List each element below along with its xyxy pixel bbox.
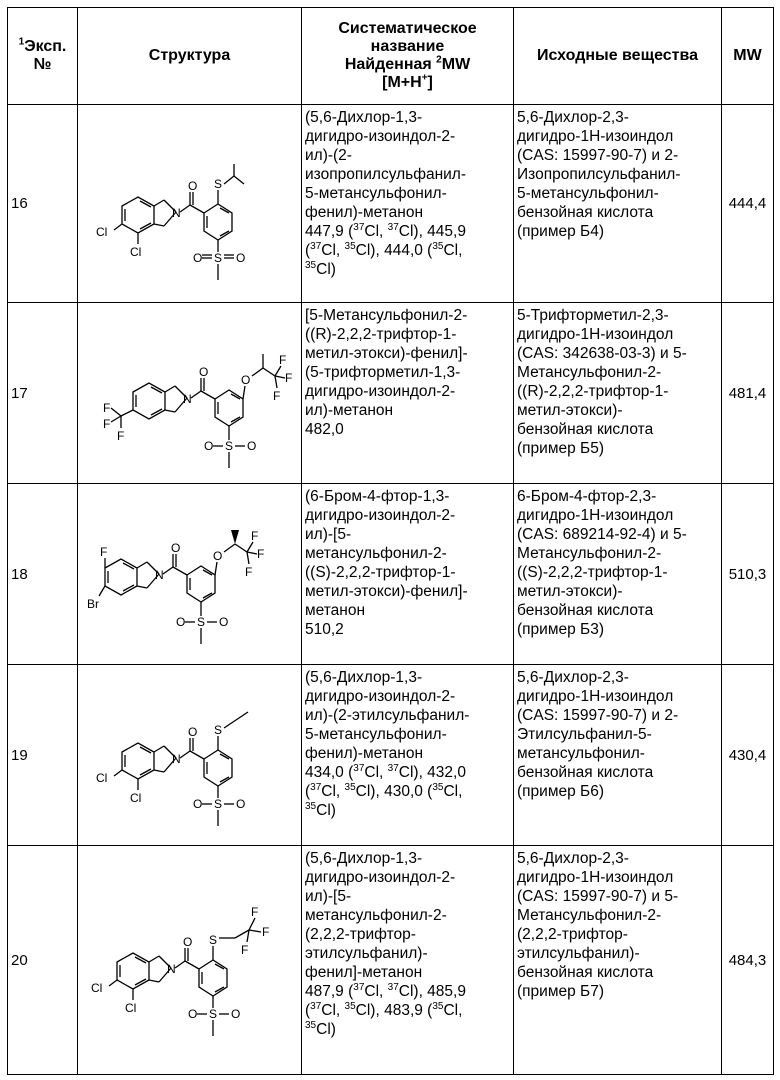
atom-label: F [261,925,269,939]
atom-label: F [102,417,110,431]
structure-cell [78,484,302,665]
atom-label: F [284,371,292,385]
structure-cell [78,665,302,846]
structure-cell [78,105,302,303]
atom-label: F [278,353,286,367]
atom-label: S [224,439,233,453]
atom-label: O [198,365,208,379]
exp-number: 19 [8,665,78,846]
exp-number: 16 [8,105,78,303]
systematic-name: (5,6-Дихлор-1,3- дигидро-изоиндол-2- ил)-(2- изопропилсульфанил- 5-метансульфонил- фенил)-метанон 447,9 ($^{37}$Cl, $^{37}$Cl), 445,9 ($^{37}$Cl, $^{35}$Cl), 444,0 ($^{35}$Cl, $^{35}$Cl) [302,105,514,303]
table-row [8,105,774,303]
atom-label: Br [86,597,99,611]
atom-label: S [208,1007,217,1021]
atom-label: O [203,439,213,453]
header-exp: $^1$Эксп. № [8,8,78,105]
structure-cell [78,846,302,1075]
atom-label: N [171,205,181,220]
source-materials: 5,6-Дихлор-2,3- дигидро-1H-изоиндол (CAS: 15997-90-7) и 5- Метансульфонил-2- (2,2,2-трифтор- этилсульфанил)- бензойная кислота (пример Б7) [514,846,722,1075]
source-materials: 5-Трифторметил-2,3- дигидро-1H-изоиндол (CAS: 342638-03-3) и 5- Метансульфонил-2- ((R)-2,2,2-трифтор-1- метил-этокси)- бензойная кислота (пример Б5) [514,303,722,484]
table-row [8,665,774,846]
atom-label: N [171,752,181,766]
atom-label: N [182,392,192,406]
mw-value: 481,4 [722,303,774,484]
header-mw: MW [722,8,774,105]
atom-label: O [187,725,197,739]
header-row [8,8,774,105]
atom-label: Cl [129,791,141,805]
compounds-table [7,7,774,1075]
structure-17-image [85,308,295,478]
atom-label: O [235,797,245,811]
source-materials: 6-Бром-4-фтор-2,3- дигидро-1H-изоиндол (CAS: 689214-92-4) и 5- Метансульфонил-2- ((S)-2,2,2-трифтор-1- метил-этокси)- бензойная кислота (пример Б3) [514,484,722,665]
mw-value: 430,4 [722,665,774,846]
atom-label: F [272,389,280,403]
atom-label: O [246,439,256,453]
table-row [8,303,774,484]
atom-label: O [240,373,250,387]
atom-label: O [192,797,202,811]
structure-19-image [90,670,290,840]
atom-label: F [244,565,252,579]
mw-value: 444,4 [722,105,774,303]
systematic-name: (5,6-Дихлор-1,3- дигидро-изоиндол-2- ил)-[5- метансульфонил-2- (2,2,2-трифтор- этилсульфанил)- фенил]-метанон 487,9 ($^{37}$Cl, $^{37}$Cl), 485,9 ($^{37}$Cl, $^{35}$Cl), 483,9 ($^{35}$Cl, $^{35}$Cl) [302,846,514,1075]
table-row [8,846,774,1075]
exp-number: 20 [8,846,78,1075]
structure-18-image [85,488,295,660]
atom-label: Cl [90,981,102,995]
structure-cell [78,303,302,484]
atom-label: N [154,568,164,582]
exp-number: 18 [8,484,78,665]
atom-label: O [192,250,202,265]
atom-label: F [99,545,107,559]
source-materials: 5,6-Дихлор-2,3- дигидро-1H-изоиндол (CAS: 15997-90-7) и 2- Изопропилсульфанил- 5-метансульфонил- бензойная кислота (пример Б4) [514,105,722,303]
systematic-name: [5-Метансульфонил-2- ((R)-2,2,2-трифтор-1- метил-этокси)-фенил]- (5-трифторметил-1,3- дигидро-изоиндол-2- ил)-метанон 482,0 [302,303,514,484]
atom-label: S [213,723,222,737]
atom-label: O [218,615,228,629]
systematic-name: (6-Бром-4-фтор-1,3- дигидро-изоиндол-2- ил)-[5- метансульфонил-2- ((S)-2,2,2-трифтор-1- метил-этокси)-фенил]- метанон 510,2 [302,484,514,665]
atom-label: O [230,1007,240,1021]
atom-label: O [170,541,180,555]
atom-label: Cl [95,224,107,239]
header-name: Систематическое название Найденная $^2$MW [M+H+] [302,8,514,105]
atom-label: O [235,250,245,265]
systematic-name: (5,6-Дихлор-1,3- дигидро-изоиндол-2- ил)-(2-этилсульфанил- 5-метансульфонил- фенил)-метанон 434,0 ($^{37}$Cl, $^{37}$Cl), 432,0 ($^{37}$Cl, $^{35}$Cl), 430,0 ($^{35}$Cl, $^{35}$Cl) [302,665,514,846]
atom-label: O [212,549,222,563]
mw-value: 510,3 [722,484,774,665]
atom-label: S [196,615,205,629]
atom-label: N [166,962,176,976]
atom-label: F [116,429,124,443]
atom-label: Cl [129,244,141,259]
header-structure: Структура [78,8,302,105]
source-materials: 5,6-Дихлор-2,3- дигидро-1H-изоиндол (CAS: 15997-90-7) и 2- Этилсульфанил-5- метансульфонил- бензойная кислота (пример Б6) [514,665,722,846]
atom-label: O [182,935,192,949]
atom-label: O [187,1007,197,1021]
atom-label: F [102,401,110,415]
structure-16-image [90,114,290,294]
atom-label: F [250,905,258,919]
exp-number: 17 [8,303,78,484]
atom-label: S [208,933,217,947]
header-sources: Исходные вещества [514,8,722,105]
atom-label: Cl [95,771,107,785]
atom-label: S [213,250,222,265]
table-row [8,484,774,665]
atom-label: S [213,797,222,811]
atom-label: F [240,943,248,957]
atom-label: F [256,547,264,561]
atom-label: O [187,178,197,193]
atom-label: Cl [124,1001,136,1015]
structure-20-image [85,870,295,1050]
atom-label: S [213,176,222,191]
mw-value: 484,3 [722,846,774,1075]
atom-label: O [175,615,185,629]
atom-label: F [250,529,258,543]
